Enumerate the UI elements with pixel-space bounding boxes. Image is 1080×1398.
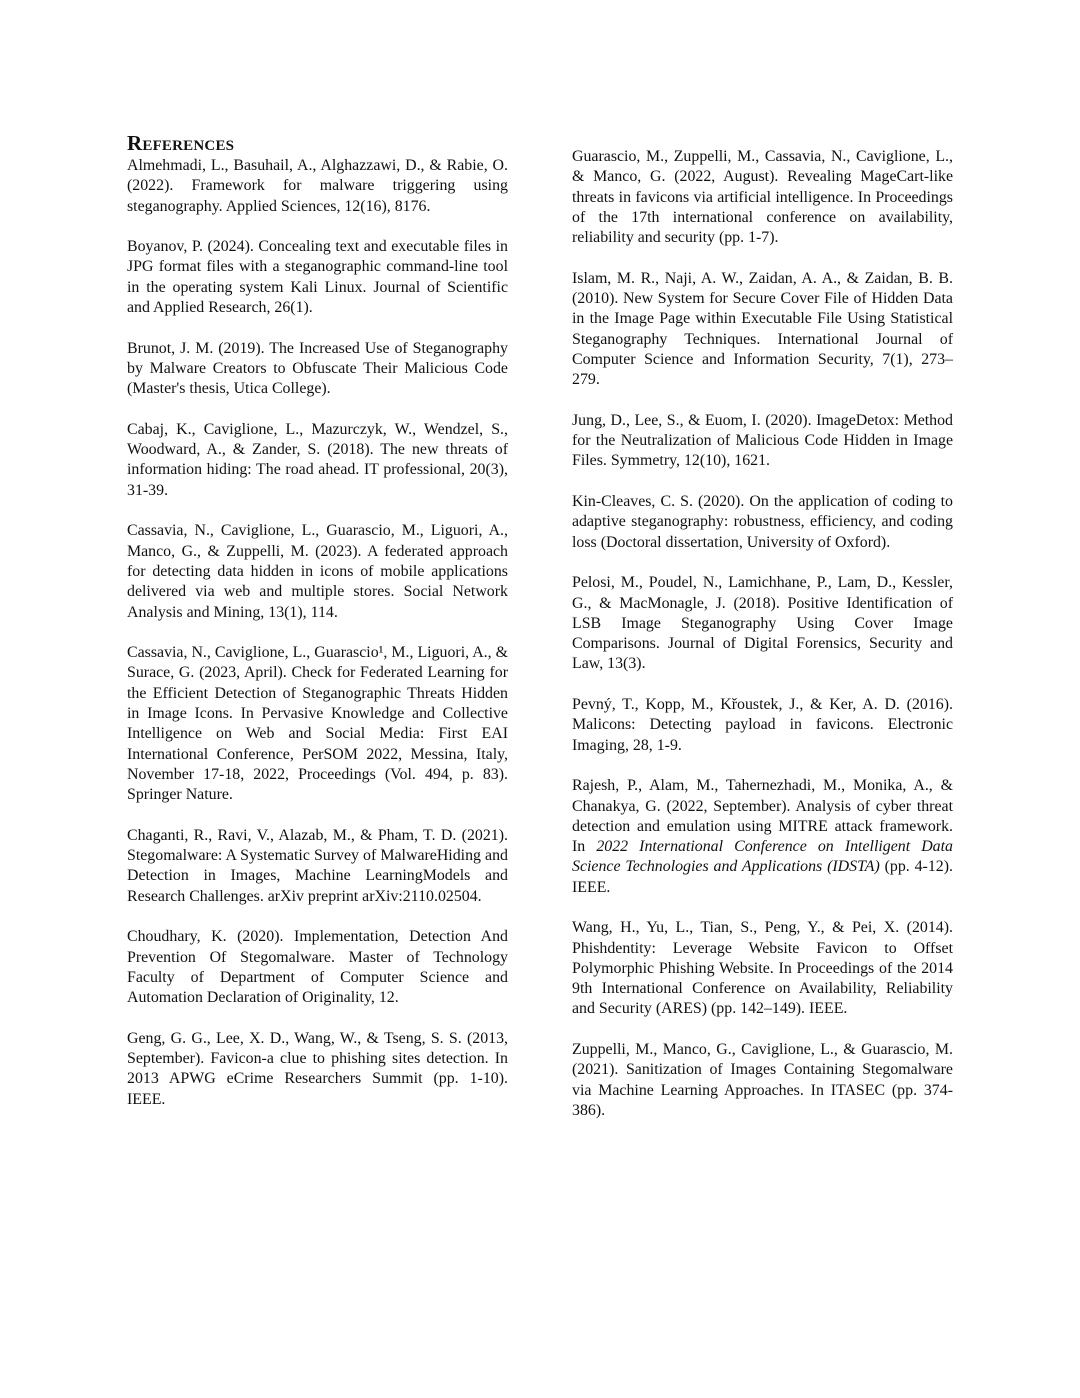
reference-entry: Pevný, T., Kopp, M., Křoustek, J., & Ker, A. D. (2016). Malicons: Detecting payload in favicons. Electronic Imaging, 28, 1-9. <box>572 696 953 754</box>
references-column-right <box>572 147 953 1142</box>
reference-entry: Boyanov, P. (2024). Concealing text and executable files in JPG format files with a steganographic command-line tool in the operating system Kali Linux. Journal of Scientific and Applied Research, 26(1). <box>127 238 508 317</box>
reference-entry: Wang, H., Yu, L., Tian, S., Peng, Y., & Pei, X. (2014). Phishdentity: Leverage Website Favicon to Offset Polymorphic Phishing Website. In Proceedings of the 2014 9th International Conference on Availability, Reliability and Security (ARES) (pp. 142–149). IEEE. <box>572 919 953 1018</box>
reference-entry: Islam, M. R., Naji, A. W., Zaidan, A. A., & Zaidan, B. B. (2010). New System for Secure Cover File of Hidden Data in the Image Page within Executable File Using Statistical Steganography Techniques. International Journal of Computer Science and Information Security, 7(1), 273–279. <box>572 269 953 389</box>
reference-entry: Jung, D., Lee, S., & Euom, I. (2020). ImageDetox: Method for the Neutralization of Malicious Code Hidden in Image Files. Symmetry, 12(10), 1621. <box>572 411 953 470</box>
reference-entry: Zuppelli, M., Manco, G., Caviglione, L., & Guarascio, M. (2021). Sanitization of Images Containing Stegomalware via Machine Learning Approaches. In ITASEC (pp. 374-386). <box>572 1041 953 1119</box>
reference-entry: Cabaj, K., Caviglione, L., Mazurczyk, W., Wendzel, S., Woodward, A., & Zander, S. (2018). The new threats of information hiding: The road ahead. IT professional, 20(3), 31-39. <box>127 420 508 499</box>
reference-entry: Guarascio, M., Zuppelli, M., Cassavia, N., Caviglione, L., & Manco, G. (2022, August). Revealing MageCart-like threats in favicons via artificial intelligence. In Proceedings of the 17th international conference on availability, reliability and security (pp. 1-7). <box>572 148 953 247</box>
references-column-left <box>127 156 508 1130</box>
reference-text: (pp. 4-12). IEEE. <box>572 858 953 896</box>
reference-entry: Almehmadi, L., Basuhail, A., Alghazzawi, D., & Rabie, O. (2022). Framework for malware triggering using steganography. Applied Sciences, 12(16), 8176. <box>127 157 508 215</box>
reference-text: Rajesh, P., Alam, M., Tahernezhadi, M., Monika, A., & Chanakya, G. (2022, September). Analysis of cyber threat detection and emulation using MITRE attack framework. In <box>572 777 953 856</box>
reference-entry <box>572 776 953 898</box>
reference-entry: Pelosi, M., Poudel, N., Lamichhane, P., Lam, D., Kessler, G., & MacMonagle, J. (2018). Positive Identification of LSB Image Steganography Using Cover Image Comparisons. Journal of Digital Forensics, Security and Law, 13(3). <box>572 574 953 673</box>
reference-venue-italic: 2022 International Conference on Intelligent Data Science Technologies and Applications (IDSTA) <box>572 838 953 876</box>
reference-entry: Choudhary, K. (2020). Implementation, Detection And Prevention Of Stegomalware. Master of Technology Faculty of Department of Computer Science and Automation Declaration of Originality, 12. <box>127 928 508 1007</box>
reference-entry: Cassavia, N., Caviglione, L., Guarascio¹, M., Liguori, A., & Surace, G. (2023, April). Check for Federated Learning for the Efficient Detection of Steganographic Threats Hidden in Image Icons. In Pervasive Knowledge and Collective Intelligence on Web and Social Media: First EAI International Conference, PerSOM 2022, Messina, Italy, November 17-18, 2022, Proceedings (Vol. 494, p. 83). Springer Nature. <box>127 644 508 804</box>
reference-entry: Chaganti, R., Ravi, V., Alazab, M., & Pham, T. D. (2021). Stegomalware: A Systematic Survey of MalwareHiding and Detection in Images, Machine LearningModels and Research Challenges. arXiv preprint arXiv:2110.02504. <box>127 826 508 905</box>
references-heading: References <box>127 131 235 155</box>
reference-entry: Cassavia, N., Caviglione, L., Guarascio, M., Liguori, A., Manco, G., & Zuppelli, M. (2023). A federated approach for detecting data hidden in icons of mobile applications delivered via web and multiple stores. Social Network Analysis and Mining, 13(1), 114. <box>127 522 508 621</box>
reference-entry: Kin-Cleaves, C. S. (2020). On the application of coding to adaptive steganography: robustness, efficiency, and coding loss (Doctoral dissertation, University of Oxford). <box>572 493 953 551</box>
reference-entry: Brunot, J. M. (2019). The Increased Use of Steganography by Malware Creators to Obfuscate Their Malicious Code (Master's thesis, Utica College). <box>127 339 508 398</box>
reference-entry: Geng, G. G., Lee, X. D., Wang, W., & Tseng, S. S. (2013, September). Favicon-a clue to phishing sites detection. In 2013 APWG eCrime Researchers Summit (pp. 1-10). IEEE. <box>127 1029 508 1108</box>
